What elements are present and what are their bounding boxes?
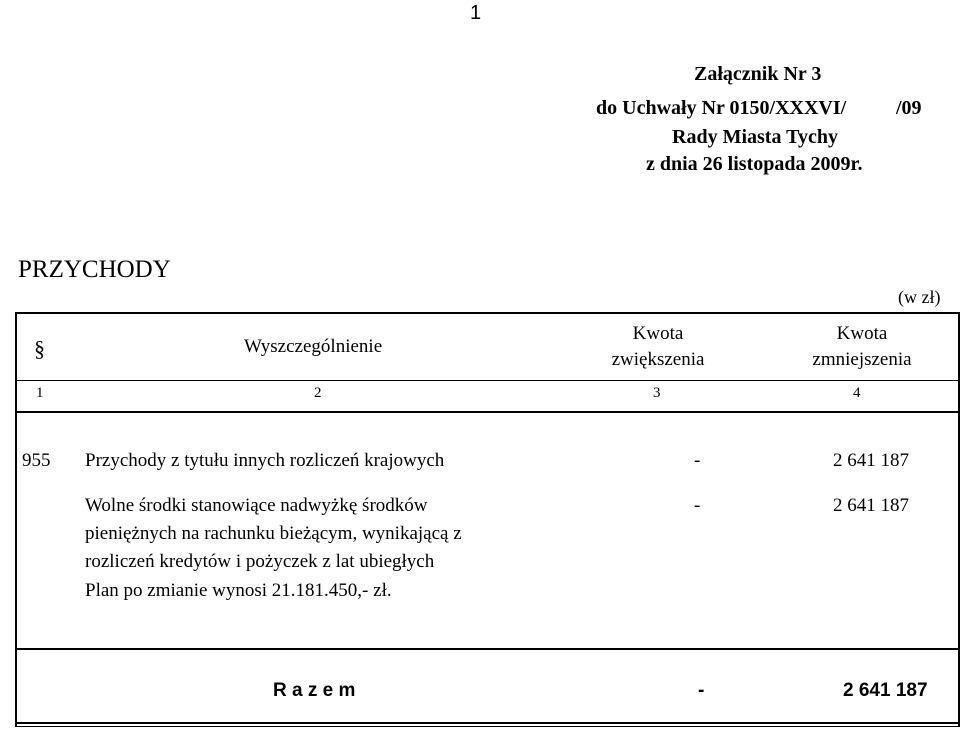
paragraph-code: 955 [22, 450, 51, 471]
council-name: Rady Miasta Tychy [672, 126, 838, 148]
column-number-4: 4 [853, 385, 861, 401]
row-description: Przychody z tytułu innych rozliczeń krajowych [85, 450, 445, 471]
detail-decrease: 2 641 187 [833, 495, 909, 516]
table-top-border [16, 312, 960, 314]
detail-line-4: Plan po zmianie wynosi 21.181.450,- zł. [85, 580, 392, 601]
column-number-1: 1 [36, 385, 44, 401]
unit-note: (w zł) [898, 287, 941, 307]
column-number-2: 2 [314, 385, 322, 401]
table-bottom-border [16, 722, 960, 724]
decrease-header-line2: zmniejszenia [812, 349, 912, 370]
detail-increase: - [694, 495, 701, 516]
row-increase: - [694, 450, 701, 471]
table-left-border [15, 312, 17, 727]
header-divider [16, 380, 960, 381]
section-title: PRZYCHODY [18, 256, 171, 283]
increase-header-line1: Kwota [632, 323, 684, 344]
column-number-3: 3 [653, 385, 661, 401]
total-increase: - [698, 680, 705, 701]
row-decrease: 2 641 187 [833, 450, 909, 471]
detail-line-3: rozliczeń kredytów i pożyczek z lat ubiegłych [85, 551, 435, 572]
detail-line-2: pieniężnych na rachunku bieżącym, wynikającą z [85, 523, 462, 544]
total-label: R a z e m [273, 680, 356, 701]
resolution-number: do Uchwały Nr 0150/XXXVI/ [596, 97, 847, 119]
detail-line-1: Wolne środki stanowiące nadwyżkę środków [85, 495, 428, 516]
decrease-header-line1: Kwota [836, 323, 888, 344]
paragraph-header: § [34, 336, 45, 361]
resolution-date: z dnia 26 listopada 2009r. [646, 153, 863, 175]
page-number: 1 [470, 2, 482, 24]
number-row-divider [16, 411, 960, 413]
increase-header-line2: zwiększenia [611, 349, 705, 370]
table-bottom-double [16, 726, 960, 727]
total-decrease: 2 641 187 [843, 680, 928, 701]
attachment-title: Załącznik Nr 3 [694, 63, 822, 85]
total-top-border [16, 648, 960, 650]
description-header: Wyszczególnienie [244, 336, 383, 357]
resolution-year: /09 [896, 97, 922, 119]
